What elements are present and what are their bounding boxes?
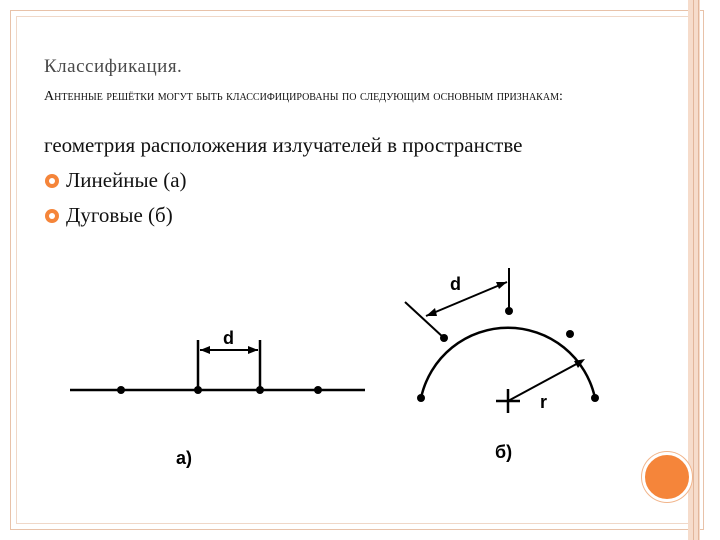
antenna-array-figure bbox=[60, 262, 620, 482]
bullet-label: Линейные (а) bbox=[66, 168, 187, 192]
bullet-item-linear bbox=[44, 168, 187, 193]
bullet-label: Дуговые (б) bbox=[66, 203, 173, 227]
radiator-point bbox=[314, 386, 322, 394]
linear-array-diagram bbox=[70, 328, 365, 468]
radiator-point bbox=[117, 386, 125, 394]
intro-text: Антенные решётки могут быть классифицированы по следующим основным признакам: bbox=[44, 89, 563, 104]
dimension-arrow bbox=[426, 282, 507, 316]
figure-label-b: б) bbox=[495, 442, 513, 462]
radiator-point bbox=[591, 394, 599, 402]
gear-bullet-icon bbox=[44, 173, 60, 189]
decorative-line bbox=[698, 0, 699, 540]
radiator-point bbox=[566, 330, 574, 338]
slide-title: Классификация. bbox=[44, 56, 183, 77]
decorative-line bbox=[693, 0, 694, 540]
radius-label: r bbox=[540, 392, 548, 412]
figure-label-a: а) bbox=[176, 448, 193, 468]
dimension-line bbox=[405, 302, 444, 338]
decorative-circle-icon bbox=[642, 452, 692, 502]
bullet-item-arc bbox=[44, 203, 173, 228]
lead-text: геометрия расположения излучателей в пространстве bbox=[44, 133, 523, 157]
spacing-label: d bbox=[223, 328, 234, 348]
gear-bullet-icon bbox=[44, 208, 60, 224]
arc-array-diagram bbox=[405, 268, 599, 462]
radiator-point bbox=[417, 394, 425, 402]
spacing-label: d bbox=[450, 274, 461, 294]
